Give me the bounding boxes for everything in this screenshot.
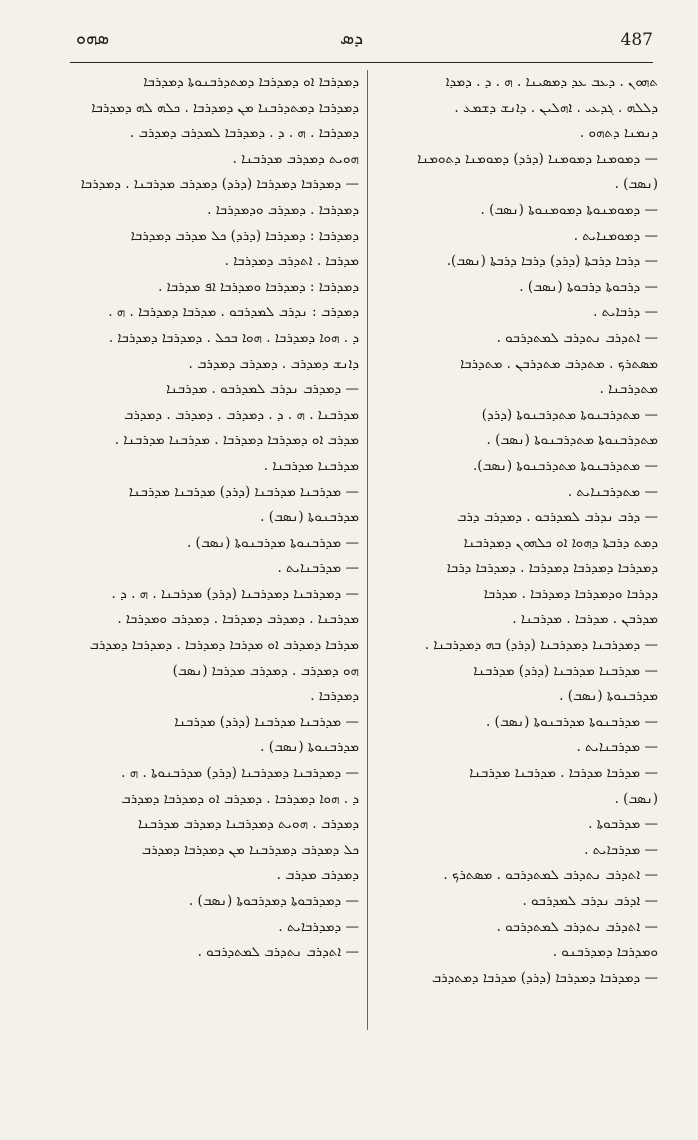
right-column-line: (ܢܣܒ) .: [614, 176, 658, 193]
right-column-line: — ܡܬܕܪܒܢܘܬܐ ܡܬܕܪܒܢܘܬܐ (ܢܣܒ).: [473, 457, 658, 474]
right-column-line: — ܕܡܘܡܢܐ ܕܡܘܡܢܐ (ܕܪܕ) ܕܡܘܡܢܐ ܕܬܘܡܢܐ: [417, 150, 658, 167]
right-column-line: — ܕܪܒܐ ܕܪܒܬܐ (ܕܪܕ) ܕܪܒܐ ܕܪܒܬܐ (ܢܣܒ).: [446, 253, 658, 270]
right-column-line: ܕܡܬ ܕܪܒܬܐ ܕܗܘܐ ܐܘ ܟܠܗܘܢ ܕܡܕܪܒܢܐ: [463, 534, 658, 551]
left-column-line: — ܐܬܕܪܒ ܢܬܕܪܒ ܠܡܬܕܪܒܘ .: [197, 944, 359, 961]
right-column-line: — ܡܬܕܪܒܢܐܝܬ .: [567, 483, 658, 500]
column-divider: [367, 70, 368, 1030]
right-column-line: ܡܕܪܒܢ . ܡܕܪܒܐ . ܡܕܪܒܢܐ .: [512, 611, 658, 628]
right-column-line: — ܡܕܪܒܘܬܐ .: [588, 816, 658, 833]
left-column-line: ܕܡܕܪܒ : ܢܕܪܒ ܠܡܕܪܒܘ . ܡܕܪܒܐ ܕܡܕܪܒܐ . ܗ .: [108, 304, 359, 321]
left-column-line: ܡܕܪܒ ܐܘ ܕܡܕܪܒܐ ܕܡܕܪܒܐ . ܡܕܪܒܢܐ ܡܕܪܒܢܐ .: [114, 432, 359, 449]
left-column-line: — ܡܕܪܒܢܘܬܐ ܡܕܪܒܢܘܬܐ (ܢܣܒ) .: [186, 534, 359, 551]
left-column-line: — ܕܡܕܪܒܐܝܬ .: [278, 918, 359, 935]
right-column-line: ܡܬܕܪܒܢܐ .: [599, 381, 658, 398]
left-column-line: — ܕܡܕܪܒܢܐ ܕܡܕܪܒܢܐ (ܕܪܕ) ܡܕܪܒܢܘܬܐ . ܗ .: [121, 765, 359, 782]
right-column-line: — ܐܬܕܪܒ ܢܬܕܪܒ ܠܡܬܕܪܒܘ .: [496, 329, 658, 346]
page-header: [70, 26, 653, 63]
page-number: 487: [620, 30, 653, 50]
left-column-line: ܕܡܕܪܒܐ : ܕܡܕܪܒܐ ܘܡܕܪܒܐ ܐܦ ܡܕܪܒܐ .: [158, 278, 359, 295]
left-column-line: ܕܡܕܪܒܐ . ܗ . ܕ . ܕܡܕܪܒܐ ܠܡܕܪܒ ܕܡܕܪܒ .: [129, 125, 359, 142]
running-head-left: ܣܗܘ: [76, 28, 110, 49]
left-column-line: ܡܕܪܒܢܘܬܐ (ܢܣܒ) .: [260, 739, 359, 756]
left-column-line: — ܕܡܕܪܒܢܐ ܕܡܕܪܒܢܐ (ܕܪܕ) ܡܕܪܒܢܐ . ܗ . ܕ .: [111, 585, 359, 602]
right-column-line: — ܕܡܕܪܒܢܐ ܕܡܕܪܒܢܐ (ܕܪܕ) ܒܗ ܕܡܕܪܒܢܐ .: [424, 637, 658, 654]
left-column-line: ܗܘ ܕܡܕܪܒ . ܕܡܕܪܒ ܡܕܪܒܐ (ܢܣܒ): [172, 662, 359, 679]
left-column-line: ܕܐܢܫ ܕܡܕܪܒ . ܕܡܕܪܒ ܕܡܕܪܒ .: [188, 355, 359, 372]
left-column-line: ܕܡܕܪܒܐ ܐܘ ܕܡܕܪܒܐ ܕܡܬܕܪܒܢܘܬܐ ܕܡܕܪܒܐ: [143, 74, 359, 90]
left-column-line: ܡܕܪܒܐ . ܐܬܕܪܒ ܕܡܕܪܒܐ .: [224, 253, 359, 270]
right-column-line: ܘܡܕܪܒܐ ܕܡܕܪܒܢܘ .: [552, 944, 658, 961]
left-column-line: ܕܡܕܪܒܐ . ܕܡܕܪܒ ܘܕܡܕܪܒܐ .: [207, 201, 359, 218]
left-column-line: ܕܡܕܪܒܐ ܕܡܬܕܪܒܢܐ ܡܢ ܕܡܕܪܒܐ . ܟܠܗ ܠܗ ܕܡܕܪܒܐ: [91, 99, 359, 116]
left-column-line: — ܡܕܪܒܢܐܝܬ .: [277, 560, 359, 577]
left-column-line: ܕܡܕܪܒܐ : ܕܡܕܪܒܐ (ܕܪܕ) ܟܠ ܡܕܪܒ ܕܡܕܪܒܐ: [130, 227, 359, 244]
running-head-center: ܕܣ: [340, 28, 364, 49]
left-column: [72, 70, 359, 1030]
right-column-line: ܬܗܘܢ . ܕܥܒ ܥܕ ܕܡܣܝܢܐ . ܗ . ܕ . ܕܡܕܐ: [445, 74, 658, 90]
left-column-line: ܡܕܪܒܐ ܕܡܕܪܒ ܐܘ ܡܕܪܒܐ ܕܡܕܪܒܐ . ܕܡܕܪܒܐ ܕܡܕܪܒ: [89, 637, 359, 654]
right-column-line: — ܕܡܘܡܢܐܝܬ .: [573, 227, 658, 244]
left-column-line: ܕܡܕܪܒ . ܗܘܝܬ ܕܡܕܪܒܢܐ ܕܡܕܪܒ ܡܕܪܒܢܐ: [138, 816, 359, 833]
right-column-line: ܡܕܪܒܢܘܬܐ (ܢܣܒ) .: [559, 688, 658, 705]
left-column-line: ܕ . ܗܘܐ ܕܡܕܪܒܐ . ܕܡܕܪܒ ܐܘ ܕܡܕܪܒܐ ܕܡܕܪܒ: [121, 790, 359, 807]
left-column-line: ܗܘܝܬ ܕܡܕܪܒ ܡܕܪܒܢܐ .: [232, 150, 359, 167]
right-column-line: — ܐܕܪܒ ܢܕܪܒ ܠܡܕܪܒܘ .: [522, 893, 658, 909]
left-column-line: ܡܕܪܒܢܐ . ܗ . ܕ . ܕܡܕܪܒ . ܕܡܕܪܒ . ܕܡܕܪܒ: [123, 406, 359, 423]
right-column-line: — ܡܬܕܪܒܢܘܬܐ ܡܬܕܪܒܢܘܬܐ (ܕܪܕ): [481, 406, 658, 423]
left-column-line: — ܡܕܪܒܢܐ ܡܕܪܒܢܐ (ܕܪܕ) ܡܕܪܒܢܐ: [174, 713, 359, 730]
right-column-line: — ܡܕܪܒܢܐܝܬ .: [576, 739, 658, 756]
right-column-line: — ܡܕܪܒܢܘܬܐ ܡܕܪܒܢܘܬܐ (ܢܣܒ) .: [485, 713, 658, 730]
left-column-line: ܡܕܪܒܢܐ ܡܕܪܒܢܐ .: [263, 457, 359, 474]
right-column-line: — ܕܪܒ ܢܕܪܒ ܠܡܕܪܒܘ . ܕܡܕܪܒ ܕܪܒ: [457, 509, 658, 526]
right-column-line: — ܐܬܕܪܒ ܢܬܕܪܒ ܠܡܬܕܪܒܘ .: [496, 918, 658, 935]
right-column-line: ܡܣܬܪܟ . ܡܬܕܪܒ ܡܬܕܪܒܢ . ܡܬܕܪܒܐ: [460, 355, 658, 372]
left-column-line: ܡܕܪܒܢܘܬܐ (ܢܣܒ) .: [260, 509, 359, 526]
right-column-line: ܡܬܕܪܒܢܘܬܐ ܡܬܕܪܒܢܘܬܐ (ܢܣܒ) .: [486, 432, 658, 449]
right-column-line: ܕܕܪܒܐ ܘܕܡܕܪܒܐ ܕܡܕܪܒܐ . ܡܕܪܒܐ: [483, 585, 658, 602]
right-column: [375, 70, 658, 1030]
left-column-line: ܕܡܕܪܒ ܡܕܪܒ .: [276, 867, 359, 884]
right-column-line: ܕܠܠܗ . ܓܕܥܝ . ܐܗܠܝܢ . ܕܐܢܫ ܕܫܡܥ .: [454, 99, 658, 116]
left-column-line: — ܕܡܕܪܒ ܢܕܪܒ ܠܡܕܪܒܘ . ܡܕܪܒܢܐ: [166, 381, 359, 398]
right-column-line: — ܕܪܒܘܬܐ ܕܪܒܘܬܐ (ܢܣܒ) .: [519, 278, 658, 295]
left-column-line: — ܕܡܕܪܒܘܬܐ ܕܡܕܪܒܘܬܐ (ܢܣܒ) .: [188, 893, 359, 909]
right-column-line: — ܕܡܕܪܒܐ ܕܡܕܪܒܐ (ܕܪܕ) ܡܕܪܒܐ ܕܡܬܕܪܒ: [431, 969, 658, 986]
right-column-line: — ܡܕܪܒܐ ܡܕܪܒܐ . ܡܕܪܒܢܐ ܡܕܪܒܢܐ: [469, 765, 658, 782]
right-column-line: ܕܢܡܢܐ ܕܬܗܘ .: [579, 125, 658, 142]
left-column-line: — ܕܡܕܪܒܐ ܕܡܕܪܒܐ (ܕܪܕ) ܕܡܕܪܒ ܡܕܪܒܢܐ . ܕܡܕܪܒܐ: [80, 176, 359, 193]
right-column-line: — ܕܡܘܡܢܘܬܐ ܕܡܘܡܢܘܬܐ (ܢܣܒ) .: [480, 201, 658, 218]
right-column-line: (ܢܣܒ) .: [614, 790, 658, 807]
right-column-line: ܕܡܕܪܒܐ ܕܡܕܪܒܐ ܕܡܕܪܒܐ . ܕܡܕܪܒܐ ܕܪܒܐ: [446, 560, 658, 577]
left-column-line: ܕܡܕܪܒܐ .: [310, 688, 359, 705]
left-column-line: ܟܠ ܕܡܕܪܒ ܕܡܕܪܒܢܐ ܡܢ ܕܡܕܪܒܐ ܕܡܕܪܒ: [141, 841, 359, 858]
right-column-line: — ܕܪܒܐܝܬ .: [593, 304, 658, 321]
left-column-line: ܡܕܪܒܢܐ . ܕܡܕܪܒ ܕܡܕܪܒܐ . ܕܡܕܪܒ ܘܡܕܪܒܐ .: [117, 611, 359, 628]
left-column-line: ܕ . ܗܘܐ ܕܡܕܪܒܐ . ܗܘܐ ܒܟܠ . ܕܡܕܪܒܐ ܕܡܕܪܒܐ .: [108, 329, 359, 346]
left-column-line: — ܡܕܪܒܢܐ ܡܕܪܒܢܐ (ܕܪܕ) ܡܕܪܒܢܐ ܡܕܪܒܢܐ: [128, 483, 359, 500]
right-column-line: — ܡܕܪܒܢܐ ܡܕܪܒܢܐ (ܕܪܕ) ܡܕܪܒܢܐ: [473, 662, 658, 679]
right-column-line: — ܡܕܪܒܐܝܬ .: [584, 841, 658, 858]
right-column-line: — ܐܬܕܪܒ ܢܬܕܪܒ ܠܡܬܕܪܒܘ . ܡܣܬܪܟ .: [443, 867, 658, 884]
